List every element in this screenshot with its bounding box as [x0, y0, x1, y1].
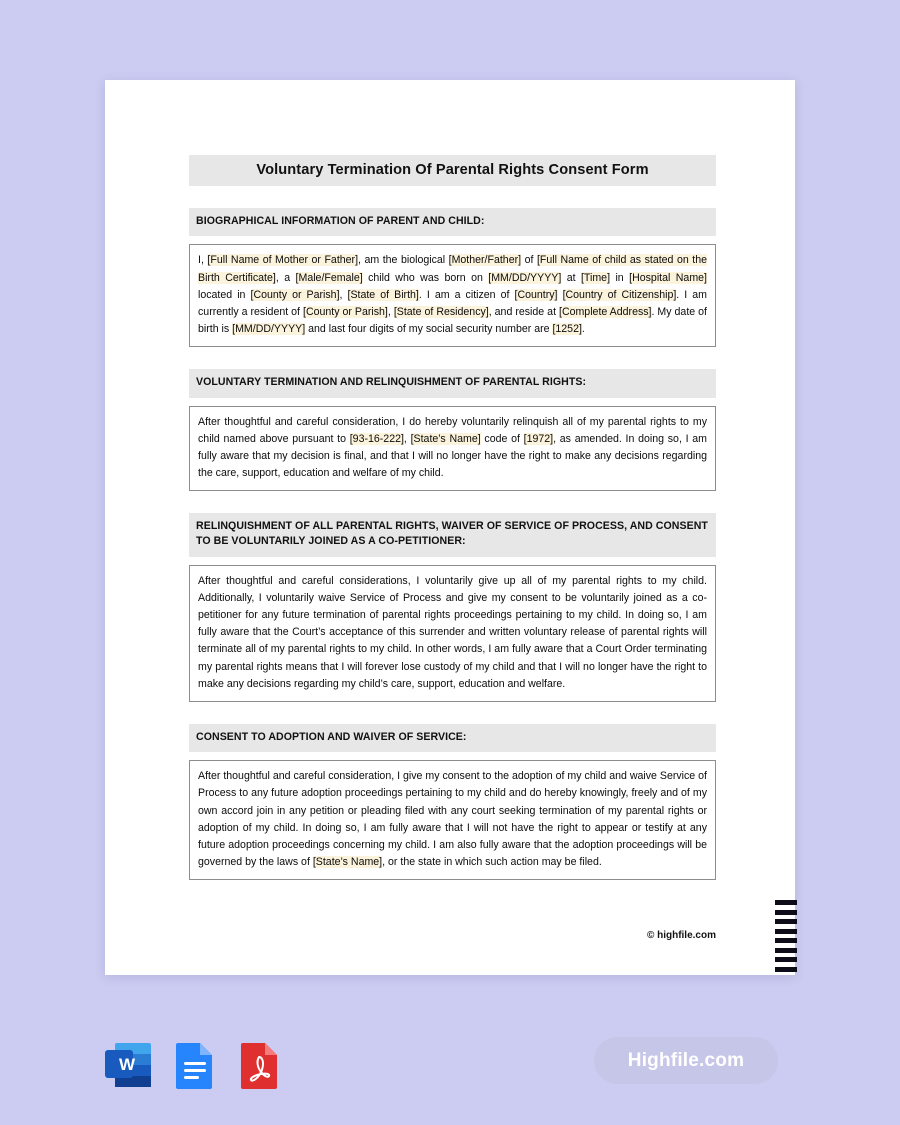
- body-text: . My date of birth is: [198, 305, 707, 335]
- page-title: Voluntary Termination Of Parental Rights Consent Form: [189, 155, 716, 186]
- body-text: ,: [339, 288, 348, 301]
- section-heading-relinquishment: RELINQUISHMENT OF ALL PARENTAL RIGHTS, WAIVER OF SERVICE OF PROCESS, AND CONSENT TO BE VOLUNTARILY JOINED AS A CO-PETITIONER:: [189, 513, 716, 557]
- footer-credit: © highfile.com: [646, 930, 716, 941]
- section-heading-consent-adoption: CONSENT TO ADOPTION AND WAIVER OF SERVICE:: [189, 724, 716, 752]
- placeholder-field[interactable]: [Country of Citizenship]: [562, 288, 677, 301]
- document-page: [105, 80, 795, 975]
- placeholder-field[interactable]: [Time]: [580, 271, 611, 284]
- placeholder-field[interactable]: [Full Name of Mother or Father]: [207, 254, 359, 267]
- body-text: , and reside at: [488, 305, 559, 318]
- body-text: located in: [198, 288, 251, 301]
- body-text: ,: [403, 432, 411, 445]
- bottom-toolbar: [0, 1020, 900, 1125]
- body-text: in: [610, 271, 630, 284]
- body-text: child who was born on: [362, 271, 489, 284]
- pdf-icon[interactable]: [229, 1035, 289, 1095]
- binding-marks-bottom-right: [775, 900, 797, 972]
- placeholder-field[interactable]: [Country]: [514, 288, 558, 301]
- body-text: , am the biological: [358, 254, 449, 267]
- binding-mark: [775, 919, 797, 924]
- placeholder-field[interactable]: [1972]: [523, 432, 554, 445]
- binding-mark: [775, 967, 797, 972]
- body-text: at: [561, 271, 581, 284]
- placeholder-field[interactable]: [MM/DD/YYYY]: [232, 322, 306, 335]
- body-text: code of: [480, 432, 524, 445]
- body-text: . I am a citizen of: [418, 288, 515, 301]
- section-body-consent-adoption: [189, 760, 716, 880]
- body-text: After thoughtful and careful consideration, I do hereby voluntarily relinquish all of my parental rights to my child named above pursuant to: [198, 415, 707, 445]
- binding-mark: [775, 900, 797, 905]
- placeholder-field[interactable]: [Male/Female]: [295, 271, 363, 284]
- placeholder-field[interactable]: [State of Birth]: [347, 288, 419, 301]
- body-text: and last four digits of my social security number are: [305, 322, 553, 335]
- binding-mark: [775, 929, 797, 934]
- document-content: [189, 155, 716, 941]
- body-text: After thoughtful and careful consideration, I give my consent to the adoption of my child and waive Service of Process to any future adoption proceedings pertaining to my child and do hereby knowingly, freely and of my own accord join in any petition or pleading filed with any court seeking termination of my parental rights or adoption of my child. In doing so, I am fully aware that I will not have the right to appear or testify at any future adoption proceedings concerning my child. I am also fully aware that the adoption proceedings will be governed by the laws of: [198, 770, 707, 869]
- body-text: , as amended. In doing so, I am fully aware that my decision is final, and that I will no longer have the right to make any decisions regarding the care, support, education and welfare of my child.: [198, 432, 707, 479]
- binding-mark: [775, 910, 797, 915]
- placeholder-field[interactable]: [State’s Name]: [410, 432, 481, 445]
- body-text: , or the state in which such action may be filed.: [382, 856, 602, 869]
- brand-badge[interactable]: Highfile.com: [594, 1037, 778, 1084]
- body-text: , a: [275, 271, 296, 284]
- placeholder-field[interactable]: [1252]: [552, 322, 582, 335]
- placeholder-field[interactable]: [Complete Address]: [559, 305, 652, 318]
- placeholder-field[interactable]: [MM/DD/YYYY]: [488, 271, 562, 284]
- body-text: . I am currently a resident of: [198, 288, 707, 318]
- svg-text:W: W: [119, 1055, 136, 1074]
- binding-mark: [775, 957, 797, 962]
- body-text: I,: [198, 254, 208, 267]
- placeholder-field[interactable]: [Mother/Father]: [448, 254, 522, 267]
- word-doc-icon[interactable]: [99, 1035, 159, 1095]
- placeholder-field[interactable]: [Hospital Name]: [629, 271, 707, 284]
- section-body-voluntary-termination: [189, 406, 716, 492]
- placeholder-field[interactable]: [Full Name of child as stated on the Birth Certificate]: [198, 254, 707, 284]
- placeholder-field[interactable]: [93-16-222]: [349, 432, 404, 445]
- body-text: [558, 289, 563, 301]
- body-text: .: [581, 322, 585, 335]
- binding-mark: [775, 938, 797, 943]
- body-text: After thoughtful and careful considerations, I voluntarily give up all of my parental rights to my child. Additionally, I voluntarily waive Service of Process and give my consent to be voluntarily joined as a co-petitioner for any future termination of parental rights proceedings pertaining to my child. In doing so, I am fully aware that the Court’s acceptance of this surrender and written voluntary release of parental rights will terminate all of my parental rights to my child. In other words, I am fully aware that a Court Order terminating my parental rights means that I will forever lose custody of my child and that I will no longer have the right to make any decisions regarding my child’s care, support, education and welfare.: [198, 574, 707, 690]
- file-format-icons: [99, 1035, 289, 1095]
- section-body-biographical: [189, 244, 716, 347]
- placeholder-field[interactable]: [County or Parish]: [250, 288, 340, 301]
- section-heading-biographical: BIOGRAPHICAL INFORMATION OF PARENT AND CHILD:: [189, 208, 716, 236]
- binding-mark: [775, 948, 797, 953]
- placeholder-field[interactable]: [State of Residency]: [393, 305, 489, 318]
- body-text: of: [521, 254, 537, 267]
- placeholder-field[interactable]: [State’s Name]: [312, 856, 383, 869]
- section-body-relinquishment: [189, 565, 716, 702]
- body-text: ,: [387, 305, 394, 318]
- placeholder-field[interactable]: [County or Parish]: [303, 305, 388, 318]
- google-docs-icon[interactable]: [164, 1035, 224, 1095]
- section-heading-voluntary-termination: VOLUNTARY TERMINATION AND RELINQUISHMENT OF PARENTAL RIGHTS:: [189, 369, 716, 397]
